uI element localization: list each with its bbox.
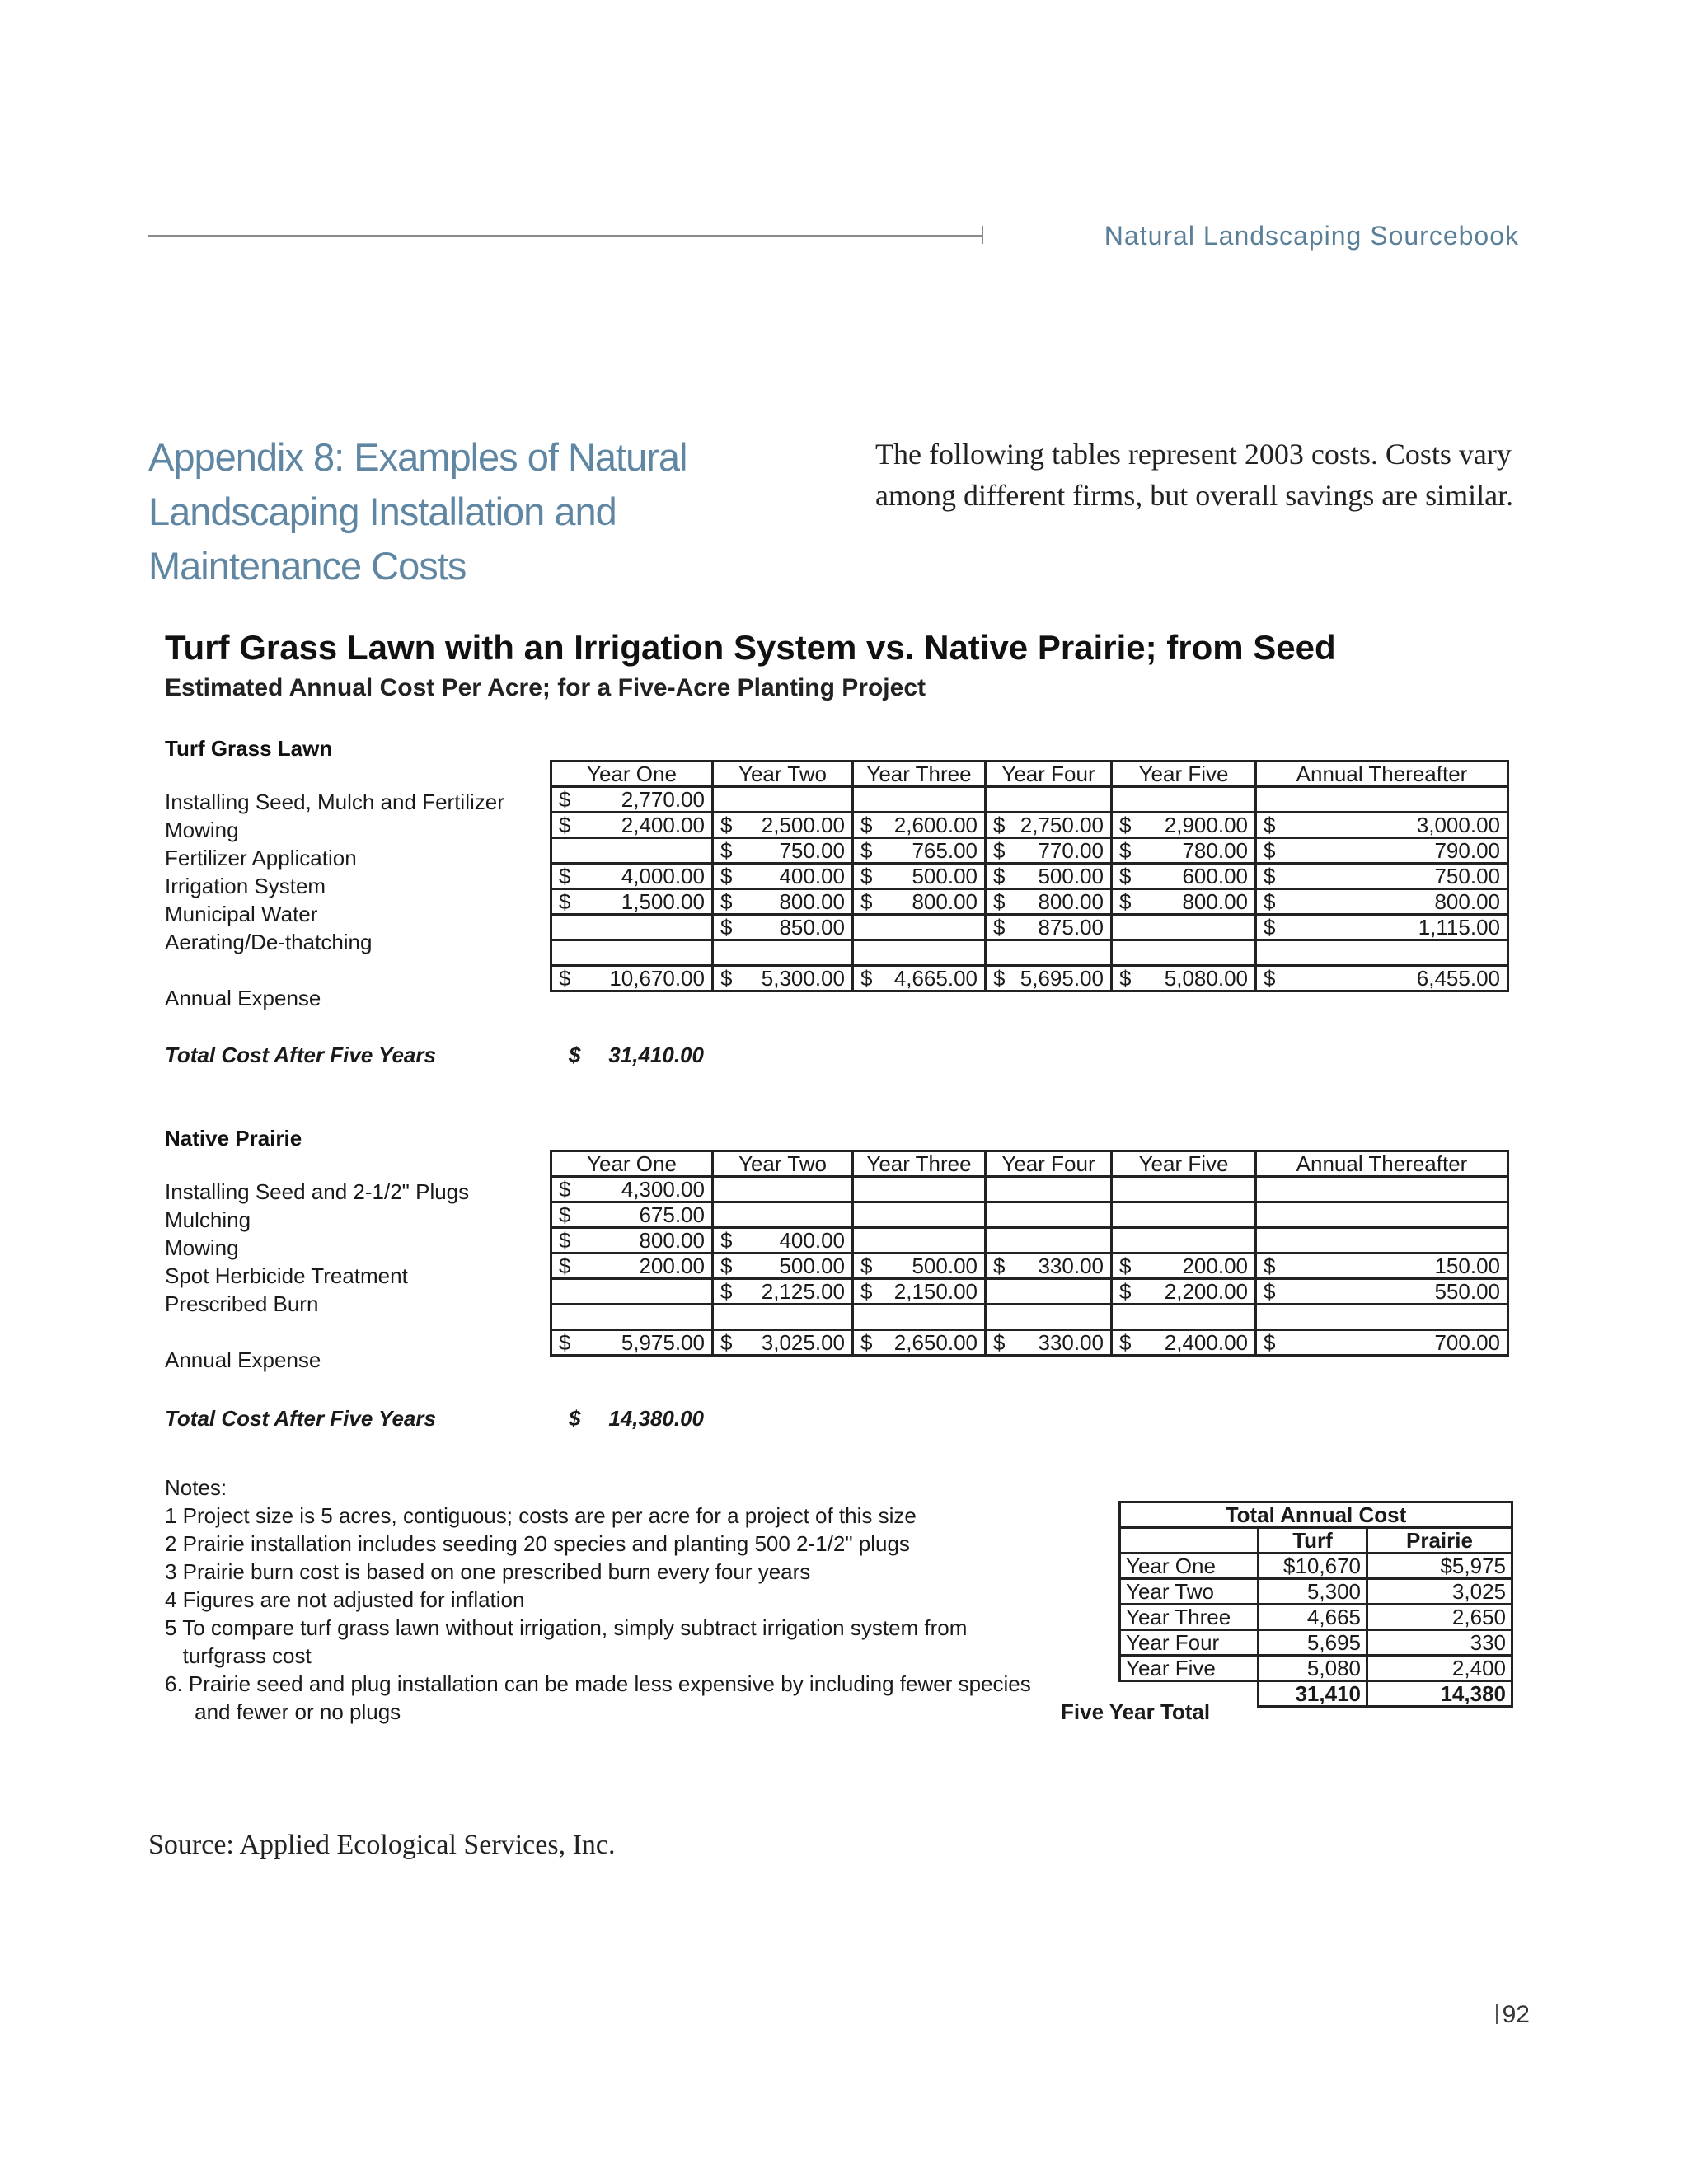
prairie-row-label: Prescribed Burn xyxy=(165,1291,319,1316)
turf-cell xyxy=(1256,940,1508,966)
turf-col-header: Year Two xyxy=(713,762,853,787)
turf-amount: 500.00 xyxy=(1038,864,1104,888)
currency-symbol: $ xyxy=(569,1043,581,1067)
turf-cell xyxy=(1112,915,1256,940)
prairie-amount: 200.00 xyxy=(639,1254,705,1278)
turf-cell xyxy=(853,940,986,966)
turf-cell xyxy=(713,889,853,915)
turf-row xyxy=(551,813,1508,838)
currency-symbol: $ xyxy=(993,864,1006,888)
currency-symbol: $ xyxy=(1264,1330,1276,1355)
currency-symbol: $ xyxy=(720,966,733,991)
summary-turf-value: 5,080 xyxy=(1259,1656,1367,1681)
prairie-amount: 150.00 xyxy=(1434,1254,1500,1278)
turf-cell xyxy=(551,864,713,889)
turf-cell xyxy=(1112,864,1256,889)
turf-amount: 5,695.00 xyxy=(1020,966,1104,991)
turf-amount: 790.00 xyxy=(1434,838,1500,863)
currency-symbol: $ xyxy=(1264,966,1276,991)
prairie-amount: 2,400.00 xyxy=(1164,1330,1248,1355)
prairie-amount: 400.00 xyxy=(779,1228,845,1253)
currency-symbol: $ xyxy=(720,889,733,914)
currency-symbol: $ xyxy=(860,864,873,888)
currency-symbol: $ xyxy=(720,1228,733,1253)
turf-row-label: Municipal Water xyxy=(165,902,318,926)
prairie-row xyxy=(551,1305,1508,1330)
currency-symbol: $ xyxy=(1119,1330,1132,1355)
appendix-title-line: Landscaping Installation and xyxy=(148,490,617,533)
prairie-cell xyxy=(551,1305,713,1330)
currency-symbol: $ xyxy=(1264,889,1276,914)
prairie-cell xyxy=(1112,1202,1256,1228)
currency-symbol: $ xyxy=(860,1254,873,1278)
turf-cell xyxy=(551,915,713,940)
prairie-cell xyxy=(986,1202,1112,1228)
prairie-cell xyxy=(551,1177,713,1202)
prairie-amount: 2,650.00 xyxy=(893,1330,978,1355)
prairie-cell xyxy=(713,1228,853,1254)
prairie-row xyxy=(551,1254,1508,1279)
summary-total-turf: 31,410 xyxy=(1259,1681,1367,1707)
turf-row xyxy=(551,864,1508,889)
turf-cell xyxy=(713,940,853,966)
prairie-row xyxy=(551,1330,1508,1356)
turf-total-label: Total Cost After Five Years xyxy=(165,1043,436,1067)
currency-symbol: $ xyxy=(720,813,733,837)
prairie-cell xyxy=(1256,1279,1508,1305)
prairie-row xyxy=(551,1202,1508,1228)
currency-symbol: $ xyxy=(860,813,873,837)
book-title: Natural Landscaping Sourcebook xyxy=(1104,221,1519,251)
turf-row-label: Irrigation System xyxy=(165,874,326,898)
prairie-cell xyxy=(853,1254,986,1279)
prairie-cell xyxy=(986,1228,1112,1254)
currency-symbol: $ xyxy=(559,787,571,812)
turf-row xyxy=(551,915,1508,940)
turf-cell xyxy=(986,813,1112,838)
currency-symbol: $ xyxy=(1119,1279,1132,1304)
turf-cell xyxy=(713,787,853,813)
prairie-row xyxy=(551,1177,1508,1202)
currency-symbol: $ xyxy=(993,1330,1006,1355)
summary-row-label: Year Two xyxy=(1120,1579,1259,1605)
prairie-cell xyxy=(853,1330,986,1356)
turf-cell xyxy=(853,915,986,940)
currency-symbol: $ xyxy=(1264,813,1276,837)
prairie-cell xyxy=(1112,1254,1256,1279)
prairie-cell xyxy=(1256,1330,1508,1356)
summary-corner xyxy=(1120,1528,1259,1554)
currency-symbol: $ xyxy=(993,915,1006,940)
header-rule xyxy=(148,235,982,237)
turf-cell xyxy=(853,838,986,864)
prairie-cell xyxy=(986,1305,1112,1330)
prairie-cell xyxy=(1256,1202,1508,1228)
summary-prairie-value: 2,400 xyxy=(1367,1656,1512,1681)
turf-cell xyxy=(986,787,1112,813)
prairie-cell xyxy=(853,1202,986,1228)
turf-cell xyxy=(551,838,713,864)
prairie-amount: 3,025.00 xyxy=(761,1330,845,1355)
total-annual-cost-table xyxy=(1118,1501,1513,1708)
turf-total-amount: 31,410.00 xyxy=(608,1043,704,1067)
turf-cell xyxy=(551,787,713,813)
currency-symbol: $ xyxy=(993,889,1006,914)
prairie-cell xyxy=(1112,1177,1256,1202)
turf-amount: 770.00 xyxy=(1038,838,1104,863)
note-line: turfgrass cost xyxy=(165,1643,312,1668)
currency-symbol: $ xyxy=(1119,838,1132,863)
turf-amount: 765.00 xyxy=(912,838,978,863)
summary-row-label: Year Five xyxy=(1120,1656,1259,1681)
sheet-subtitle: Estimated Annual Cost Per Acre; for a Five-Acre Planting Project xyxy=(165,674,926,701)
currency-symbol: $ xyxy=(559,1254,571,1278)
turf-amount: 10,670.00 xyxy=(609,966,705,991)
turf-amount: 2,400.00 xyxy=(621,813,705,837)
currency-symbol: $ xyxy=(1119,864,1132,888)
summary-prairie-value: 330 xyxy=(1367,1630,1512,1656)
header-rule-tick xyxy=(982,226,983,244)
note-line: 5 To compare turf grass lawn without irrigation, simply subtract irrigation system from xyxy=(165,1615,968,1640)
turf-cell xyxy=(1256,966,1508,991)
currency-symbol: $ xyxy=(860,966,873,991)
prairie-cost-table xyxy=(550,1150,1509,1357)
turf-cell xyxy=(1256,889,1508,915)
currency-symbol: $ xyxy=(993,838,1006,863)
turf-row xyxy=(551,889,1508,915)
prairie-cell xyxy=(551,1202,713,1228)
prairie-col-header: Annual Thereafter xyxy=(1256,1151,1508,1177)
turf-cell xyxy=(986,966,1112,991)
currency-symbol: $ xyxy=(993,966,1006,991)
prairie-amount: 330.00 xyxy=(1038,1254,1104,1278)
prairie-amount: 675.00 xyxy=(639,1202,705,1227)
prairie-cell xyxy=(713,1279,853,1305)
prairie-cell xyxy=(1256,1254,1508,1279)
page-number-value: 92 xyxy=(1502,2001,1530,2028)
prairie-total-label: Total Cost After Five Years xyxy=(165,1406,436,1431)
turf-cell xyxy=(713,813,853,838)
turf-cell xyxy=(1256,864,1508,889)
turf-amount: 2,900.00 xyxy=(1164,813,1248,837)
turf-cell xyxy=(1112,813,1256,838)
prairie-amount: 500.00 xyxy=(779,1254,845,1278)
currency-symbol: $ xyxy=(559,864,571,888)
prairie-section-label: Native Prairie xyxy=(165,1126,302,1151)
page-number xyxy=(1496,2001,1530,2029)
turf-amount: 6,455.00 xyxy=(1416,966,1500,991)
summary-row xyxy=(1120,1630,1512,1656)
summary-turf-value: 4,665 xyxy=(1259,1605,1367,1630)
notes xyxy=(165,1474,1031,1726)
prairie-amount: 2,125.00 xyxy=(761,1279,845,1304)
turf-amount: 2,750.00 xyxy=(1020,813,1104,837)
currency-symbol: $ xyxy=(720,915,733,940)
turf-amount: 4,665.00 xyxy=(893,966,978,991)
turf-cell xyxy=(1112,966,1256,991)
appendix-title xyxy=(148,430,775,593)
sheet-title: Turf Grass Lawn with an Irrigation System vs. Native Prairie; from Seed xyxy=(165,628,1336,667)
prairie-cell xyxy=(1112,1228,1256,1254)
currency-symbol: $ xyxy=(1119,889,1132,914)
turf-cell xyxy=(713,864,853,889)
currency-symbol: $ xyxy=(1264,1254,1276,1278)
currency-symbol: $ xyxy=(1119,813,1132,837)
turf-col-header: Year Three xyxy=(853,762,986,787)
turf-row-label: Aerating/De-thatching xyxy=(165,930,373,954)
turf-cell xyxy=(986,940,1112,966)
prairie-cell xyxy=(551,1330,713,1356)
currency-symbol: $ xyxy=(993,813,1006,837)
currency-symbol: $ xyxy=(559,1177,571,1202)
currency-symbol: $ xyxy=(720,838,733,863)
turf-amount: 5,300.00 xyxy=(761,966,845,991)
turf-section-label: Turf Grass Lawn xyxy=(165,736,333,761)
summary-total-prairie: 14,380 xyxy=(1367,1681,1512,1707)
turf-amount: 750.00 xyxy=(1434,864,1500,888)
prairie-amount: 5,975.00 xyxy=(621,1330,705,1355)
currency-symbol: $ xyxy=(1264,838,1276,863)
turf-amount: 1,500.00 xyxy=(621,889,705,914)
prairie-cell xyxy=(853,1305,986,1330)
prairie-row-label: Annual Expense xyxy=(165,1347,321,1372)
turf-amount: 600.00 xyxy=(1182,864,1248,888)
prairie-cell xyxy=(986,1254,1112,1279)
prairie-col-header: Year Two xyxy=(713,1151,853,1177)
prairie-cell xyxy=(1256,1228,1508,1254)
turf-col-header: Year Four xyxy=(986,762,1112,787)
turf-cell xyxy=(986,864,1112,889)
turf-cost-table xyxy=(550,760,1509,992)
summary-title: Total Annual Cost xyxy=(1120,1502,1512,1528)
prairie-row-label: Spot Herbicide Treatment xyxy=(165,1263,408,1288)
currency-symbol: $ xyxy=(559,966,571,991)
turf-amount: 2,500.00 xyxy=(761,813,845,837)
turf-col-header: Year Five xyxy=(1112,762,1256,787)
summary-row xyxy=(1120,1605,1512,1630)
currency-symbol: $ xyxy=(1119,1254,1132,1278)
prairie-cell xyxy=(1256,1305,1508,1330)
turf-amount: 800.00 xyxy=(1182,889,1248,914)
prairie-cell xyxy=(986,1177,1112,1202)
turf-amount: 1,115.00 xyxy=(1418,915,1500,940)
summary-row xyxy=(1120,1579,1512,1605)
currency-symbol: $ xyxy=(1264,1279,1276,1304)
intro-paragraph: The following tables represent 2003 costs. Costs vary among different firms, but overall savings are similar. xyxy=(875,438,1514,512)
summary-turf-value: $10,670 xyxy=(1259,1554,1367,1579)
summary-prairie-value: 3,025 xyxy=(1367,1579,1512,1605)
prairie-col-header: Year Four xyxy=(986,1151,1112,1177)
turf-cell xyxy=(551,889,713,915)
prairie-amount: 800.00 xyxy=(639,1228,705,1253)
prairie-row xyxy=(551,1279,1508,1305)
turf-amount: 800.00 xyxy=(1434,889,1500,914)
turf-row xyxy=(551,838,1508,864)
summary-total-label: Five Year Total xyxy=(1061,1699,1211,1724)
currency-symbol: $ xyxy=(569,1406,581,1431)
prairie-row xyxy=(551,1228,1508,1254)
turf-cell xyxy=(713,838,853,864)
turf-cell xyxy=(986,889,1112,915)
prairie-cell xyxy=(713,1330,853,1356)
prairie-amount: 200.00 xyxy=(1182,1254,1248,1278)
prairie-cell xyxy=(551,1279,713,1305)
currency-symbol: $ xyxy=(860,1279,873,1304)
prairie-amount: 500.00 xyxy=(912,1254,978,1278)
prairie-total-amount: 14,380.00 xyxy=(608,1406,704,1431)
turf-row-label: Installing Seed, Mulch and Fertilizer xyxy=(165,790,504,814)
turf-cell xyxy=(1112,838,1256,864)
currency-symbol: $ xyxy=(720,1330,733,1355)
prairie-row-label: Mowing xyxy=(165,1235,239,1260)
turf-cell xyxy=(853,787,986,813)
turf-row-label: Fertilizer Application xyxy=(165,846,357,870)
turf-row xyxy=(551,940,1508,966)
turf-cell xyxy=(986,838,1112,864)
turf-cell xyxy=(1256,838,1508,864)
prairie-cell xyxy=(853,1177,986,1202)
turf-cell xyxy=(1112,889,1256,915)
turf-cell xyxy=(551,940,713,966)
turf-amount: 800.00 xyxy=(1038,889,1104,914)
currency-symbol: $ xyxy=(559,889,571,914)
turf-amount: 875.00 xyxy=(1038,915,1104,940)
turf-amount: 800.00 xyxy=(779,889,845,914)
turf-col-header: Annual Thereafter xyxy=(1256,762,1508,787)
prairie-amount: 330.00 xyxy=(1038,1330,1104,1355)
currency-symbol: $ xyxy=(1264,864,1276,888)
prairie-cell xyxy=(1112,1305,1256,1330)
currency-symbol: $ xyxy=(860,838,873,863)
turf-cell xyxy=(1256,787,1508,813)
turf-amount: 400.00 xyxy=(779,864,845,888)
prairie-cell xyxy=(1112,1330,1256,1356)
prairie-amount: 2,200.00 xyxy=(1164,1279,1248,1304)
prairie-cell xyxy=(853,1279,986,1305)
currency-symbol: $ xyxy=(860,1330,873,1355)
prairie-cell xyxy=(853,1228,986,1254)
prairie-col-header: Year Five xyxy=(1112,1151,1256,1177)
prairie-row-label: Installing Seed and 2-1/2" Plugs xyxy=(165,1179,470,1204)
turf-amount: 500.00 xyxy=(912,864,978,888)
note-line: and fewer or no plugs xyxy=(165,1699,401,1724)
currency-symbol: $ xyxy=(1119,966,1132,991)
prairie-col-header: Year One xyxy=(551,1151,713,1177)
currency-symbol: $ xyxy=(993,1254,1006,1278)
turf-amount: 750.00 xyxy=(779,838,845,863)
prairie-cell xyxy=(551,1228,713,1254)
prairie-amount: 550.00 xyxy=(1434,1279,1500,1304)
summary-prairie-value: $5,975 xyxy=(1367,1554,1512,1579)
summary-col-turf: Turf xyxy=(1259,1528,1367,1554)
turf-cell xyxy=(551,813,713,838)
currency-symbol: $ xyxy=(720,1254,733,1278)
turf-cell xyxy=(853,864,986,889)
prairie-row-label: Mulching xyxy=(165,1207,251,1232)
turf-cell xyxy=(551,966,713,991)
summary-row-label: Year One xyxy=(1120,1554,1259,1579)
prairie-amount: 2,150.00 xyxy=(893,1279,978,1304)
turf-amount: 3,000.00 xyxy=(1416,813,1500,837)
turf-row-label: Mowing xyxy=(165,818,239,842)
turf-cell xyxy=(853,889,986,915)
prairie-col-header: Year Three xyxy=(853,1151,986,1177)
prairie-cell xyxy=(551,1254,713,1279)
note-line: 2 Prairie installation includes seeding 20 species and planting 500 2-1/2" plugs xyxy=(165,1531,910,1556)
note-line: 1 Project size is 5 acres, contiguous; costs are per acre for a project of this size xyxy=(165,1503,917,1528)
turf-cell xyxy=(986,915,1112,940)
note-line: 3 Prairie burn cost is based on one prescribed burn every four years xyxy=(165,1559,811,1584)
notes-heading: Notes: xyxy=(165,1475,227,1500)
turf-amount: 5,080.00 xyxy=(1164,966,1248,991)
currency-symbol: $ xyxy=(860,889,873,914)
turf-col-header: Year One xyxy=(551,762,713,787)
currency-symbol: $ xyxy=(559,1330,571,1355)
turf-amount: 800.00 xyxy=(912,889,978,914)
summary-row-label: Year Three xyxy=(1120,1605,1259,1630)
currency-symbol: $ xyxy=(1264,915,1276,940)
turf-cell xyxy=(1112,940,1256,966)
prairie-cell xyxy=(986,1279,1112,1305)
turf-cell xyxy=(853,813,986,838)
turf-cell xyxy=(853,966,986,991)
turf-row xyxy=(551,787,1508,813)
prairie-cell xyxy=(713,1305,853,1330)
prairie-cell xyxy=(713,1202,853,1228)
turf-amount: 4,000.00 xyxy=(621,864,705,888)
currency-symbol: $ xyxy=(720,1279,733,1304)
summary-row xyxy=(1120,1554,1512,1579)
summary-prairie-value: 2,650 xyxy=(1367,1605,1512,1630)
source-citation: Source: Applied Ecological Services, Inc. xyxy=(148,1830,616,1860)
summary-row xyxy=(1120,1656,1512,1681)
turf-cell xyxy=(1112,787,1256,813)
page-number-bar xyxy=(1496,2004,1498,2024)
currency-symbol: $ xyxy=(720,864,733,888)
turf-amount: 850.00 xyxy=(779,915,845,940)
turf-cell xyxy=(1256,813,1508,838)
turf-amount: 780.00 xyxy=(1182,838,1248,863)
currency-symbol: $ xyxy=(559,813,571,837)
summary-row-label: Year Four xyxy=(1120,1630,1259,1656)
appendix-title-line: Appendix 8: Examples of Natural xyxy=(148,435,687,479)
turf-row xyxy=(551,966,1508,991)
summary-turf-value: 5,300 xyxy=(1259,1579,1367,1605)
turf-cell xyxy=(1256,915,1508,940)
turf-row-label: Annual Expense xyxy=(165,986,321,1010)
currency-symbol: $ xyxy=(559,1228,571,1253)
prairie-cell xyxy=(986,1330,1112,1356)
turf-cell xyxy=(713,915,853,940)
appendix-title-line: Maintenance Costs xyxy=(148,544,467,588)
summary-col-prairie: Prairie xyxy=(1367,1528,1512,1554)
note-line: 6. Prairie seed and plug installation can be made less expensive by including fewer species xyxy=(165,1671,1031,1696)
currency-symbol: $ xyxy=(559,1202,571,1227)
prairie-amount: 4,300.00 xyxy=(621,1177,705,1202)
prairie-cell xyxy=(713,1254,853,1279)
prairie-cell xyxy=(1256,1177,1508,1202)
turf-cell xyxy=(713,966,853,991)
summary-turf-value: 5,695 xyxy=(1259,1630,1367,1656)
prairie-cell xyxy=(713,1177,853,1202)
prairie-amount: 700.00 xyxy=(1434,1330,1500,1355)
turf-amount: 2,770.00 xyxy=(621,787,705,812)
prairie-cell xyxy=(1112,1279,1256,1305)
note-line: 4 Figures are not adjusted for inflation xyxy=(165,1587,525,1612)
turf-amount: 2,600.00 xyxy=(893,813,978,837)
